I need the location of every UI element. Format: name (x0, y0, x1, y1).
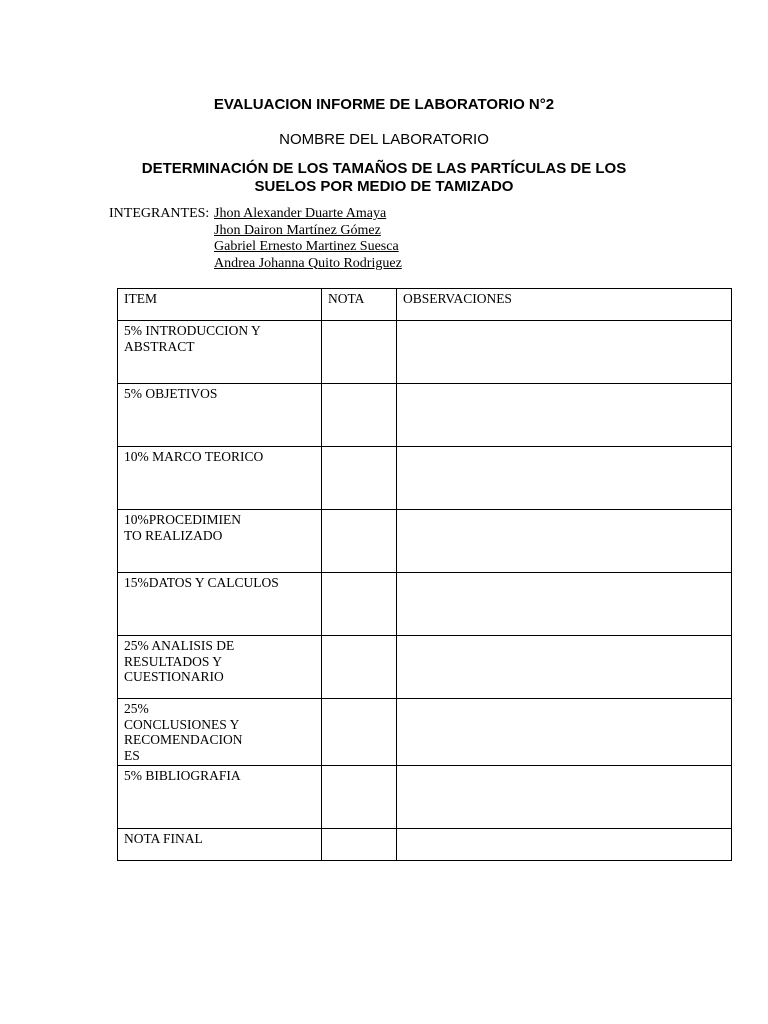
observaciones-cell[interactable] (397, 321, 732, 384)
item-cell: 25% ANALISIS DE RESULTADOS Y CUESTIONARIO (118, 636, 322, 699)
lab-subtitle (0, 160, 768, 196)
final-grade-label: NOTA FINAL (118, 829, 322, 861)
nota-cell[interactable] (322, 573, 397, 636)
nota-cell[interactable] (322, 766, 397, 829)
table-row (118, 384, 732, 447)
item-cell: 5% BIBLIOGRAFIA (118, 766, 322, 829)
observaciones-cell[interactable] (397, 573, 732, 636)
members-label: INTEGRANTES: (109, 206, 210, 221)
item-cell: 10% MARCO TEORICO (118, 447, 322, 510)
observaciones-cell[interactable] (397, 510, 732, 573)
observaciones-cell[interactable] (397, 699, 732, 766)
item-cell: 15%DATOS Y CALCULOS (118, 573, 322, 636)
nota-cell[interactable] (322, 510, 397, 573)
nota-cell[interactable] (322, 321, 397, 384)
table-row (118, 447, 732, 510)
lab-name-label: NOMBRE DEL LABORATORIO (279, 131, 489, 148)
member-name: Andrea Johanna Quito Rodriguez (214, 255, 402, 271)
member-name: Jhon Dairon Martínez Gómez (214, 222, 381, 238)
table-header-row (118, 289, 732, 321)
members-list (214, 206, 402, 272)
subtitle-line-2: SUELOS POR MEDIO DE TAMIZADO (254, 178, 514, 195)
subtitle-line-1: DETERMINACIÓN DE LOS TAMAÑOS DE LAS PARTÍCULAS DE LOS (141, 160, 627, 177)
table-row (118, 766, 732, 829)
evaluation-table (117, 288, 732, 861)
member-name: Gabriel Ernesto Martinez Suesca (214, 239, 399, 254)
header-item: ITEM (118, 289, 322, 321)
final-observaciones-cell[interactable] (397, 829, 732, 861)
member-name: Jhon Alexander Duarte Amaya (214, 206, 387, 221)
table-row (118, 510, 732, 573)
observaciones-cell[interactable] (397, 447, 732, 510)
final-grade-row (118, 829, 732, 861)
item-cell: 10%PROCEDIMIEN TO REALIZADO (118, 510, 322, 573)
observaciones-cell[interactable] (397, 384, 732, 447)
nota-cell[interactable] (322, 636, 397, 699)
header-nota: NOTA (322, 289, 397, 321)
document-title: EVALUACION INFORME DE LABORATORIO N°2 (213, 96, 555, 113)
table-row (118, 573, 732, 636)
item-cell: 5% INTRODUCCION Y ABSTRACT (118, 321, 322, 384)
table-row (118, 636, 732, 699)
final-nota-cell[interactable] (322, 829, 397, 861)
nota-cell[interactable] (322, 447, 397, 510)
observaciones-cell[interactable] (397, 636, 732, 699)
table-row (118, 699, 732, 766)
observaciones-cell[interactable] (397, 766, 732, 829)
nota-cell[interactable] (322, 699, 397, 766)
item-cell: 5% OBJETIVOS (118, 384, 322, 447)
item-cell: 25% CONCLUSIONES Y RECOMENDACION ES (118, 699, 322, 766)
table-row (118, 321, 732, 384)
nota-cell[interactable] (322, 384, 397, 447)
header-observaciones: OBSERVACIONES (397, 289, 732, 321)
